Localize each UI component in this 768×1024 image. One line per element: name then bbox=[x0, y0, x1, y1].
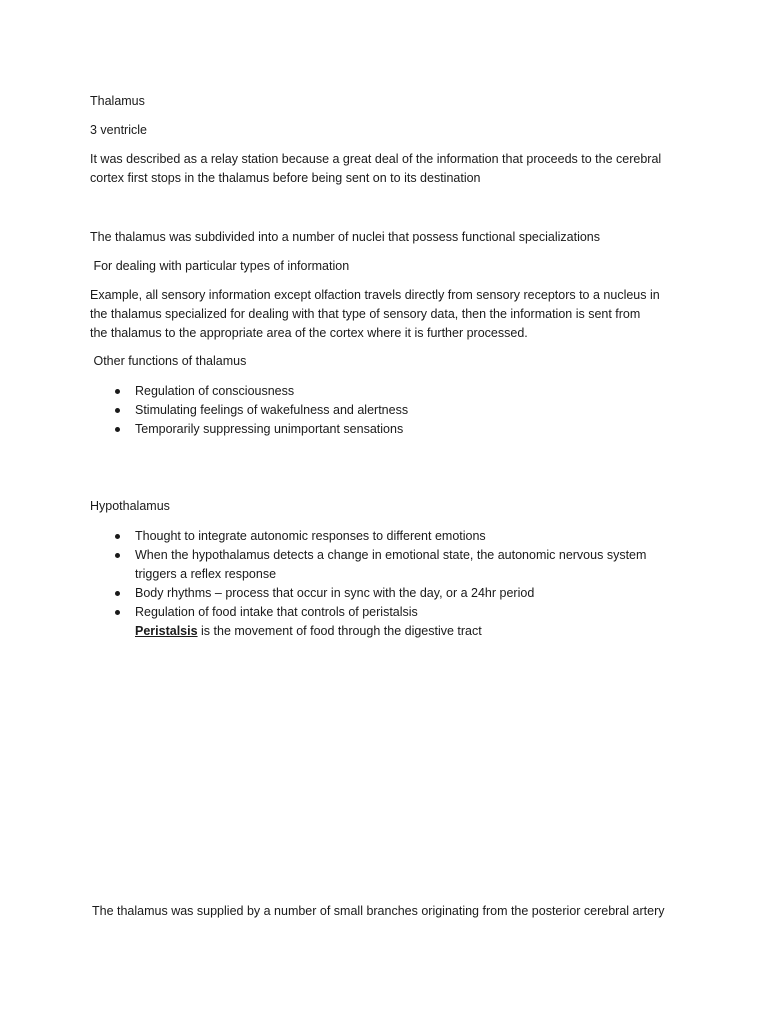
dealing-line: For dealing with particular types of information bbox=[90, 259, 350, 273]
definition-text: is the movement of food through the digestive tract bbox=[197, 624, 482, 638]
peristalsis-definition bbox=[135, 622, 710, 641]
other-functions-heading: Other functions of thalamus bbox=[90, 354, 247, 368]
bullet-icon bbox=[115, 389, 120, 394]
list-item: Temporarily suppressing unimportant sensations bbox=[90, 420, 710, 439]
ventricle-line: 3 ventricle bbox=[90, 123, 147, 137]
heading-hypothalamus: Hypothalamus bbox=[90, 499, 170, 513]
bullet-icon bbox=[115, 591, 120, 596]
hypothalamus-function-list bbox=[90, 527, 710, 641]
thalamus-function-list bbox=[90, 382, 710, 439]
list-item: When the hypothalamus detects a change in emotional state, the autonomic nervous system triggers a reflex response bbox=[90, 546, 710, 584]
peristalsis-term: Peristalsis bbox=[135, 624, 198, 638]
paragraph-line: cortex first stops in the thalamus before being sent on to its destination bbox=[90, 171, 481, 185]
bullet-icon bbox=[115, 534, 120, 539]
list-item: Body rhythms – process that occur in sync with the day, or a 24hr period bbox=[90, 584, 710, 603]
list-item: Thought to integrate autonomic responses to different emotions bbox=[90, 527, 710, 546]
example-paragraph bbox=[90, 286, 690, 343]
paragraph-line: Example, all sensory information except olfaction travels directly from sensory receptors to a nucleus in bbox=[90, 288, 660, 302]
bullet-icon bbox=[115, 427, 120, 432]
list-item: Stimulating feelings of wakefulness and alertness bbox=[90, 401, 710, 420]
bullet-icon bbox=[115, 408, 120, 413]
list-item: Regulation of food intake that controls of peristalsis Peristalsis is the movement of food through the digestive tract bbox=[90, 603, 710, 641]
blood-supply-line: The thalamus was supplied by a number of small branches originating from the posterior cerebral artery bbox=[92, 904, 665, 918]
paragraph-line: It was described as a relay station because a great deal of the information that proceeds to the cerebral bbox=[90, 152, 662, 166]
bullet-icon bbox=[115, 610, 120, 615]
bullet-icon bbox=[115, 553, 120, 558]
list-item: Regulation of consciousness bbox=[90, 382, 710, 401]
heading-thalamus: Thalamus bbox=[90, 94, 145, 108]
relay-station-paragraph bbox=[90, 150, 690, 188]
nuclei-line: The thalamus was subdivided into a number of nuclei that possess functional specializations bbox=[90, 230, 601, 244]
paragraph-line: the thalamus specialized for dealing with that type of sensory data, then the information is sent from bbox=[90, 307, 641, 321]
paragraph-line: the thalamus to the appropriate area of the cortex where it is further processed. bbox=[90, 326, 528, 340]
